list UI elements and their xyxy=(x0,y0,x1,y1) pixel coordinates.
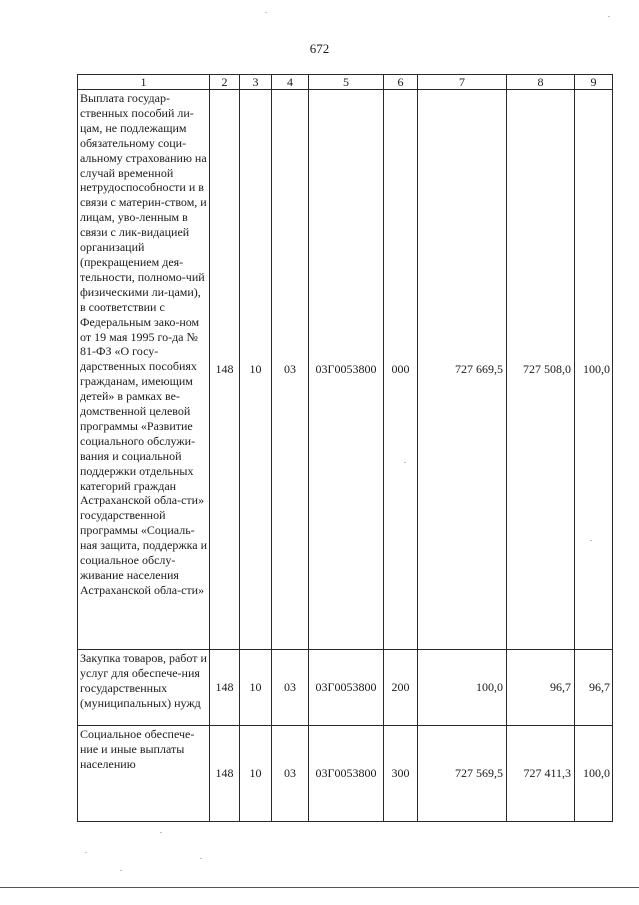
table-cell: 10 xyxy=(240,726,272,822)
table-cell: 100,0 xyxy=(575,90,613,650)
table-row xyxy=(78,90,613,650)
scan-noise xyxy=(404,462,406,463)
row-name-cell: Выплата государ-ственных пособий ли-цам, не подлежащим обязательному соци-альному страхованию на случай временной нетрудоспособности и в связи с материн-ством, и лицам, уво-ленным в связи с лик-видацией организаций (прекращением дея-тельности, полномо-чий физическими ли-цами), в соответствии с Федеральным зако-ном от 19 мая 1995 го-да № 81-ФЗ «О госу-дарственных пособиях гражданам, имеющим детей» в рамках ве-домственной целевой программы «Развитие социального обслужи-вания и социальной поддержки отдельных категорий граждан Астраханской обла-сти» государственной программы «Социаль-ная защита, поддержка и социальное обслу-живание населения Астраханской обла-сти» xyxy=(78,90,210,650)
table-cell: 96,7 xyxy=(507,650,575,726)
column-header: 8 xyxy=(507,75,575,90)
table-cell: 100,0 xyxy=(418,650,507,726)
column-header: 4 xyxy=(272,75,309,90)
scan-noise xyxy=(160,832,162,833)
column-header: 9 xyxy=(575,75,613,90)
table-row xyxy=(78,726,613,822)
table-cell: 03Г0053800 xyxy=(309,90,384,650)
table-cell: 10 xyxy=(240,90,272,650)
table-row xyxy=(78,650,613,726)
row-name-cell: Социальное обеспече-ние и иные выплаты населению xyxy=(78,726,210,822)
table-cell: 727 669,5 xyxy=(418,90,507,650)
table-cell: 148 xyxy=(210,90,240,650)
scan-noise xyxy=(608,16,610,17)
scan-noise xyxy=(265,12,267,13)
column-header: 7 xyxy=(418,75,507,90)
table-cell: 03Г0053800 xyxy=(309,726,384,822)
table-cell: 727 411,3 xyxy=(507,726,575,822)
page-number: 672 xyxy=(309,41,330,56)
table-cell: 96,7 xyxy=(575,650,613,726)
row-name-cell: Закупка товаров, работ и услуг для обеспече-ния государственных (муниципальных) нужд xyxy=(78,650,210,726)
table-cell: 300 xyxy=(384,726,418,822)
scan-noise xyxy=(590,540,592,541)
scan-noise xyxy=(85,852,87,853)
table-cell: 727 569,5 xyxy=(418,726,507,822)
table-cell: 148 xyxy=(210,726,240,822)
table-cell: 03 xyxy=(272,726,309,822)
table-cell: 200 xyxy=(384,650,418,726)
table-cell: 100,0 xyxy=(575,726,613,822)
scan-noise xyxy=(120,870,122,871)
table-cell: 10 xyxy=(240,650,272,726)
table-cell: 148 xyxy=(210,650,240,726)
column-header: 3 xyxy=(240,75,272,90)
column-header: 1 xyxy=(78,75,210,90)
column-header: 5 xyxy=(309,75,384,90)
column-header: 2 xyxy=(210,75,240,90)
column-header: 6 xyxy=(384,75,418,90)
scan-noise xyxy=(200,858,202,859)
table-cell: 03 xyxy=(272,650,309,726)
page-bottom-edge xyxy=(0,887,639,888)
table-cell: 03Г0053800 xyxy=(309,650,384,726)
table-cell: 727 508,0 xyxy=(507,90,575,650)
table-cell: 000 xyxy=(384,90,418,650)
table-header-row xyxy=(78,75,613,90)
table-cell: 03 xyxy=(272,90,309,650)
budget-table xyxy=(77,74,613,822)
